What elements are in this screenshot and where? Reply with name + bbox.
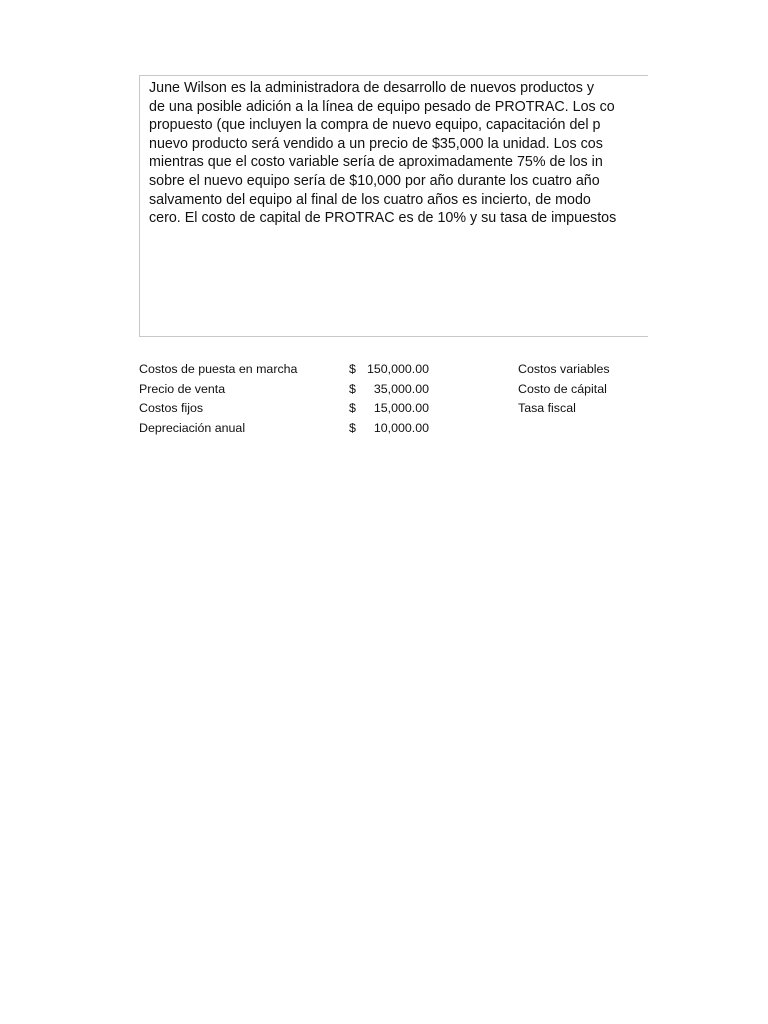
- problem-text-box[interactable]: [139, 75, 648, 337]
- problem-text-line: mientras que el costo variable sería de aproximadamente 75% de los in: [149, 154, 603, 171]
- currency-symbol: $: [349, 420, 356, 435]
- problem-text-line: salvamento del equipo al final de los cuatro años es incierto, de modo: [149, 191, 591, 208]
- sale-price-value[interactable]: 35,000.00: [373, 381, 429, 396]
- variable-costs-label[interactable]: Costos variables: [518, 362, 610, 376]
- table-row: [139, 421, 648, 440]
- cost-of-capital-label[interactable]: Costo de cápital: [518, 381, 607, 396]
- fixed-costs-label[interactable]: Costos fijos: [139, 401, 204, 415]
- tax-rate-label[interactable]: Tasa fiscal: [518, 401, 576, 415]
- currency-symbol: $: [349, 381, 356, 396]
- table-row: [139, 382, 648, 401]
- startup-costs-label[interactable]: Costos de puesta en marcha: [139, 362, 298, 376]
- currency-symbol: $: [349, 362, 356, 376]
- table-row: [139, 362, 648, 381]
- sale-price-label[interactable]: Precio de venta: [139, 381, 226, 396]
- startup-costs-value[interactable]: 150,000.00: [366, 362, 429, 376]
- problem-text-line: cero. El costo de capital de PROTRAC es de 10% y su tasa de impuestos: [149, 210, 617, 227]
- currency-symbol: $: [349, 401, 356, 415]
- problem-text-line: sobre el nuevo equipo sería de $10,000 por año durante los cuatro año: [149, 172, 600, 189]
- table-row: [139, 401, 648, 420]
- annual-depreciation-label[interactable]: Depreciación anual: [139, 420, 246, 435]
- problem-text-line: nuevo producto será vendido a un precio de $35,000 la unidad. Los cos: [149, 135, 603, 152]
- problem-text-line: June Wilson es la administradora de desarrollo de nuevos productos y: [149, 80, 595, 96]
- problem-text-line: propuesto (que incluyen la compra de nuevo equipo, capacitación del p: [149, 117, 601, 134]
- annual-depreciation-value[interactable]: 10,000.00: [373, 420, 429, 435]
- fixed-costs-value[interactable]: 15,000.00: [373, 401, 429, 415]
- problem-text-line: de una posible adición a la línea de equipo pesado de PROTRAC. Los co: [149, 98, 615, 115]
